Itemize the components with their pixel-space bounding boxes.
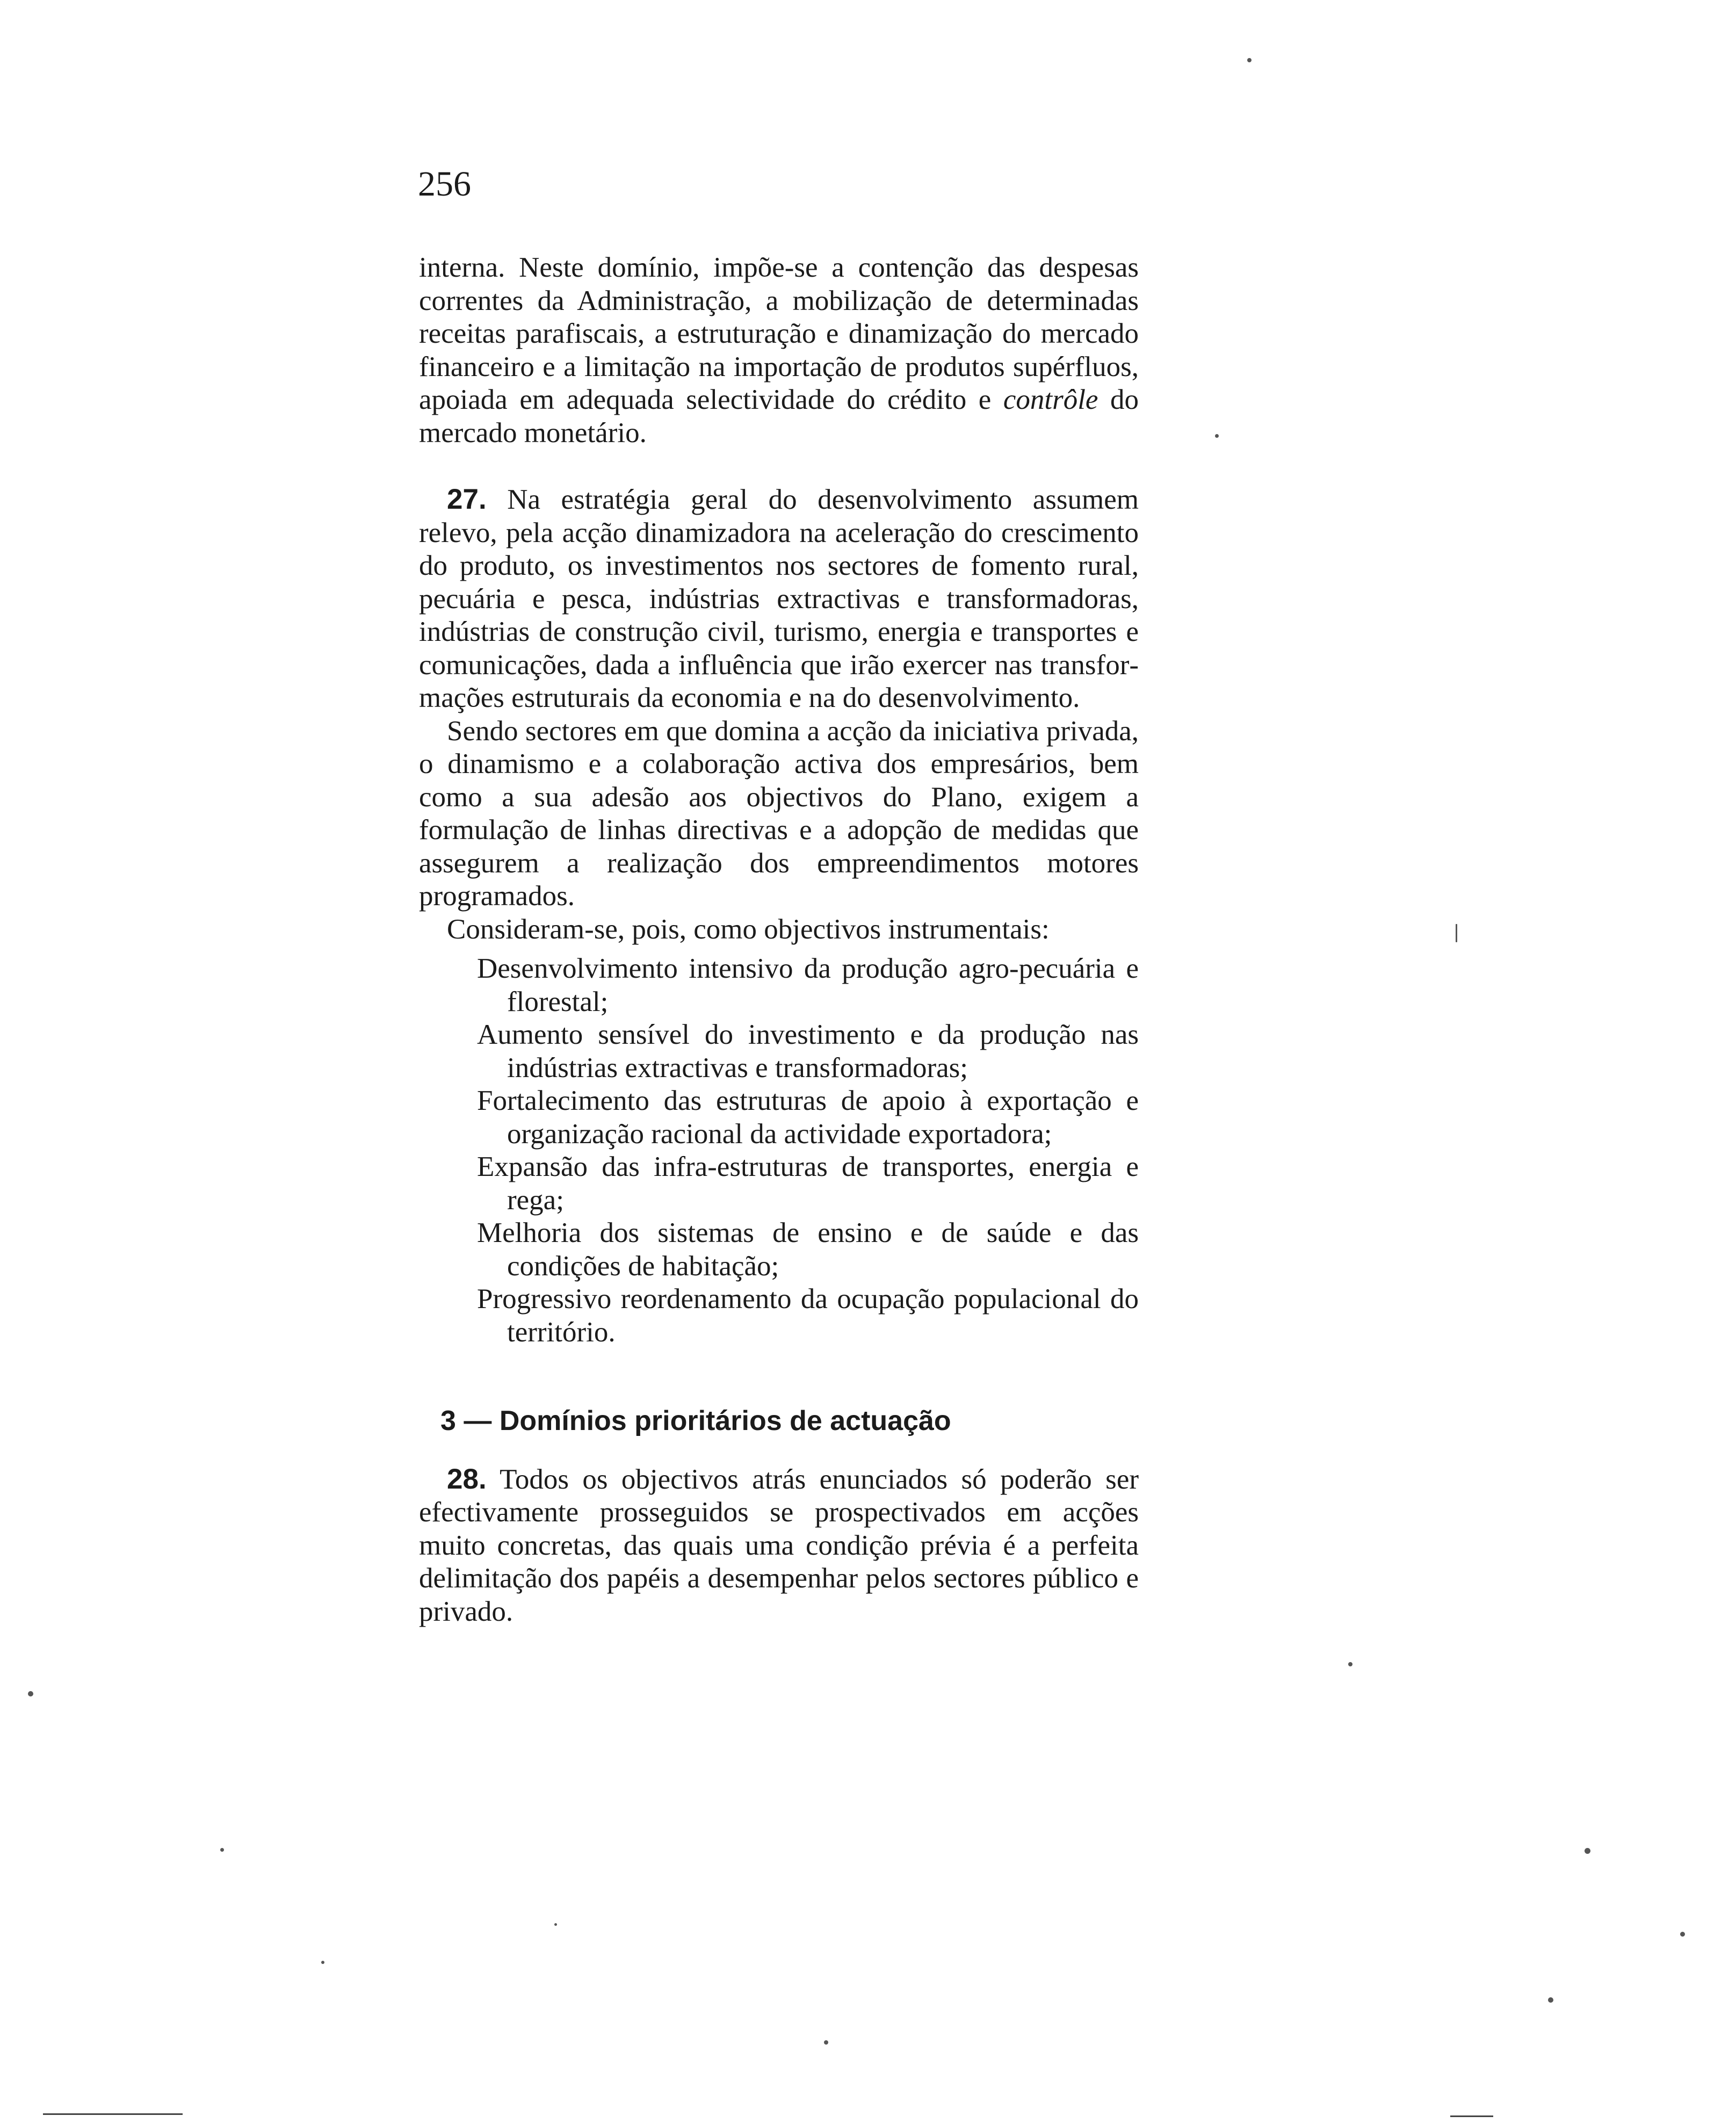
paragraph-text: Todos os objectivos atrás enunciados só poderão ser efectivamente prosseguidos se prospectivados em acções muito concretas, das quais uma condição prévia é a perfeita delimitação dos papéis a desempenhar pelos sectores público e privado. xyxy=(419,1463,1139,1627)
paragraph-text-end: do mercado monetário. xyxy=(419,384,1139,449)
italic-term: contrôle xyxy=(1003,384,1098,415)
scan-speck xyxy=(321,1961,324,1964)
paragraph-27-second: Sendo sectores em que domina a acção da iniciativa privada, o dinamismo e a colaboração activa dos empresários, bem como a sua adesão aos objectivos do Plano, exigem a formulação de linhas directivas e a adopção de medidas que assegurem a realização dos empreendimentos motores programados. xyxy=(419,715,1139,912)
paragraph-text: interna. Neste domínio, impõe-se a contenção das despesas correntes da Administração, a mobilização de determinadas receitas parafiscais, a estruturação e dinamização do mercado financeiro e a limitação na importação de produtos supérfluos, apoiada em adequada selectividade do crédito e xyxy=(419,252,1139,415)
scan-speck xyxy=(1548,1997,1553,2003)
scan-speck xyxy=(1348,1662,1352,1666)
list-item: Progressivo reordenamento da ocupação populacional do território. xyxy=(477,1283,1139,1348)
paragraph-number: 28. xyxy=(447,1463,487,1495)
scan-speck xyxy=(1585,1848,1590,1854)
scan-speck xyxy=(28,1691,33,1696)
scan-speck xyxy=(220,1848,224,1852)
section-heading: 3 — Domínios prioritários de actuação xyxy=(440,1405,951,1436)
scan-speck xyxy=(1680,1932,1685,1937)
list-item: Aumento sensível do investimento e da produção nas indústrias extractivas e transformadoras; xyxy=(477,1019,1139,1084)
list-item: Melhoria dos sistemas de ensino e de saúde e das condições de habitação; xyxy=(477,1217,1139,1282)
list-item: Desenvolvimento intensivo da produção agro-pecuária e florestal; xyxy=(477,953,1139,1017)
scan-edge-line xyxy=(1450,2115,1493,2117)
paragraph-27 xyxy=(419,483,1139,715)
objectives-list xyxy=(419,952,1139,1349)
text-column xyxy=(419,251,1139,1628)
scan-speck xyxy=(1215,434,1219,438)
list-item: Fortalecimento das estruturas de apoio à exportação e organização racional da actividade exportadora; xyxy=(477,1085,1139,1150)
scan-speck xyxy=(824,2040,828,2045)
paragraph-text: Na estratégia geral do desenvolvimento assumem relevo, pela acção dinamizadora na aceleração do crescimento do produto, os investimentos nos sectores de fomento rural, pecuária e pesca, indústrias extractivas e transformadoras, indústrias de construção civil, turismo, energia e transportes e comunicações, dada a influência que irão exercer nas transformações estruturais da economia e na do desenvolvimento. xyxy=(419,484,1139,713)
scan-speck xyxy=(1456,924,1457,942)
scan-edge-line xyxy=(43,2113,183,2115)
list-item: Expansão das infra-estruturas de transportes, energia e rega; xyxy=(477,1151,1139,1216)
scan-speck xyxy=(1247,58,1252,62)
paragraph-continuation xyxy=(419,251,1139,450)
paragraph-28 xyxy=(419,1463,1139,1629)
paragraph-number: 27. xyxy=(447,483,487,515)
scan-speck xyxy=(554,1923,557,1926)
paragraph-27-third: Consideram-se, pois, como objectivos instrumentais: xyxy=(447,913,1050,945)
page-number: 256 xyxy=(418,164,471,204)
